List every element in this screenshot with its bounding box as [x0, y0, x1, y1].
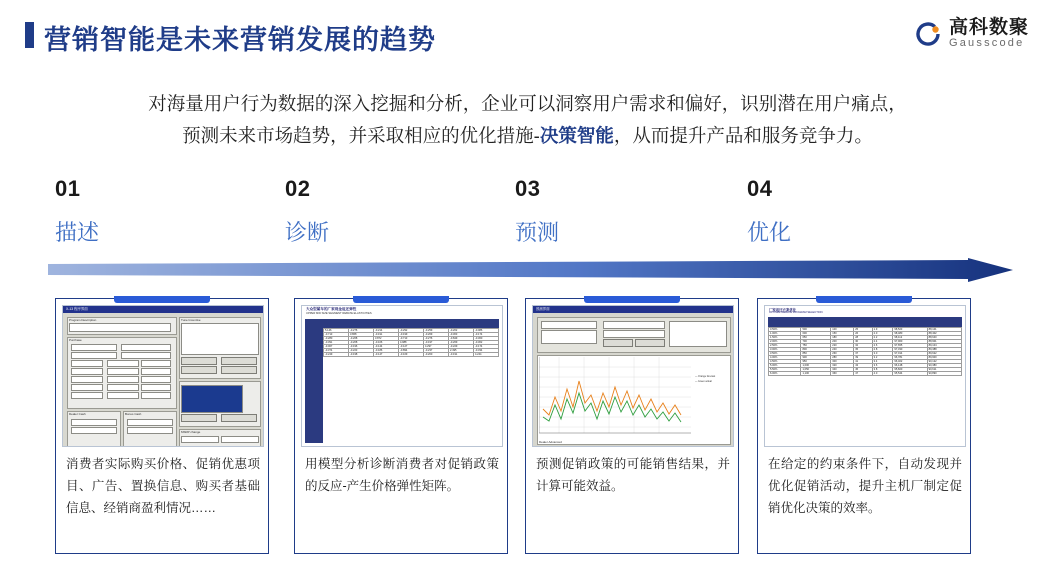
step-01-number: 01: [55, 176, 81, 201]
brand-text: [949, 18, 1029, 49]
step-03: [515, 176, 745, 245]
step-03-label: 预测: [515, 220, 560, 245]
card-optimize-thumbnail: 厂家返还方案优化 OPTIMAL REBATE PROGRAM SELECTION 0.50% 500 100 25 1.9 98,523 88,101 1.00% 600 150 26 2.0 98,480 88,402 1.50% 650 180 28 2.2 98,112 88,640 2.00% 700 200 30 2.4 97,960 88,901 2.50% 750 220 32 2.6 97,655 89,104 3.00% 800 240 35 2.8 97,330 89,388 3.50% 850 260 37 3.0 97,014 89,622 4.00% 900 280 39 3.2 96,781 89,900 4.50% 950 300 41 3.4 96,402 90,122 5.00% 1,000 320 43 3.6 96,148 90,380 5.50% 1,050 340 45 3.8 95,820 90,611 6.00% 1,100 360 47 4.0 95,544 90,890: [764, 305, 966, 447]
card-predict-tab: [584, 296, 680, 303]
intro-highlight: 决策智能: [539, 125, 614, 147]
step-04: [747, 176, 977, 245]
intro-line-1: 对海量用户行为数据的深入挖掘和分析，企业可以洞察用户需求和偏好，识别潜在用户痛点，: [148, 93, 907, 114]
thumb4-subtitle: OPTIMAL REBATE PROGRAM SELECTION: [769, 311, 823, 314]
step-01-label: 描述: [55, 220, 100, 245]
page-title: 营销智能是未来营销发展的趋势: [44, 25, 436, 55]
thumb1-titlebar-text: X-13 程序界面: [66, 307, 88, 311]
title-accent-bar: [25, 22, 34, 48]
step-02: [285, 176, 515, 245]
card-row: [55, 298, 1005, 556]
card-predict-thumbnail: 预测界面 — Orange forecast — Green actual Dealer Advanced: [532, 305, 734, 447]
brand-name-en: Gausscode: [948, 36, 1025, 49]
card-diagnose[interactable]: [294, 298, 508, 554]
intro-line-2-post: ，从而提升产品和服务竞争力。: [613, 125, 873, 147]
thumb2-title: 大众型紧车的广家现金返还弹性: [306, 307, 357, 311]
intro-line-2: [55, 120, 1000, 152]
step-04-label: 优化: [747, 220, 792, 245]
card-diagnose-thumbnail: 大众型紧车的广家现金返还弹性 UPPER MID SIZE SEGMENT REBATE ELASTICITIES 5.146 -0.276 -0.214 -0.292 -0.259 -0.202 -0.086 -0.713 3.868 -0.191 -0.199 -0.269 -0.303 -0.174 -0.280 -0.268 3.872 -0.713 -0.276 -0.849 -0.360 -0.391 -0.208 -0.166 4.988 -0.197 -0.269 -0.362 -0.067 -0.196 -0.144 -0.127 4.297 -0.229 -0.174 -0.374 -0.223 -0.186 -0.894 -0.237 2.495 -0.334 -0.249 -0.198 -0.147 -0.169 -0.200 -0.191 4.244: [301, 305, 503, 447]
card-predict[interactable]: [525, 298, 739, 554]
card-optimize-tab: [816, 296, 912, 303]
intro-line-2-pre: 预测未来市场趋势，并采取相应的优化措施-: [182, 125, 540, 147]
card-optimize-caption: 在给定的约束条件下，自动发现并优化促销活动，提升主机厂制定促销优化决策的效率。: [768, 457, 962, 515]
thumb2-subtitle: UPPER MID SIZE SEGMENT REBATE ELASTICITIES: [306, 312, 372, 315]
gausscode-logo-icon: [915, 21, 941, 47]
brand-name-cn: 高科数聚: [948, 17, 1029, 38]
brand-logo: [915, 18, 1029, 49]
thumb4-title: 厂家返还方案优化: [769, 307, 797, 312]
step-03-number: 03: [515, 176, 541, 201]
progress-arrow: [48, 258, 1013, 284]
card-predict-caption: 预测促销政策的可能销售结果，并计算可能效益。: [536, 457, 730, 493]
card-optimize[interactable]: [757, 298, 971, 554]
card-describe-thumbnail: X-13 程序界面 Program Description Tune Incentive Purchase Dealer Cash Bonus Cash MSRP change: [62, 305, 264, 447]
intro-paragraph: [55, 88, 1000, 153]
page-header: [0, 0, 1051, 70]
step-02-label: 诊断: [285, 220, 330, 245]
step-04-number: 04: [747, 176, 773, 201]
card-diagnose-tab: [353, 296, 449, 303]
card-describe-caption: 消费者实际购买价格、促销优惠项目、广告、置换信息、购买者基础信息、经销商盈利情况……: [66, 457, 260, 515]
step-01: [55, 176, 285, 245]
thumb3-titlebar-text: 预测界面: [536, 307, 550, 311]
step-02-number: 02: [285, 176, 311, 201]
card-describe-tab: [114, 296, 210, 303]
card-describe[interactable]: [55, 298, 269, 554]
card-diagnose-caption: 用模型分析诊断消费者对促销政策的反应-产生价格弹性矩阵。: [305, 457, 499, 493]
step-labels: [55, 176, 1005, 246]
